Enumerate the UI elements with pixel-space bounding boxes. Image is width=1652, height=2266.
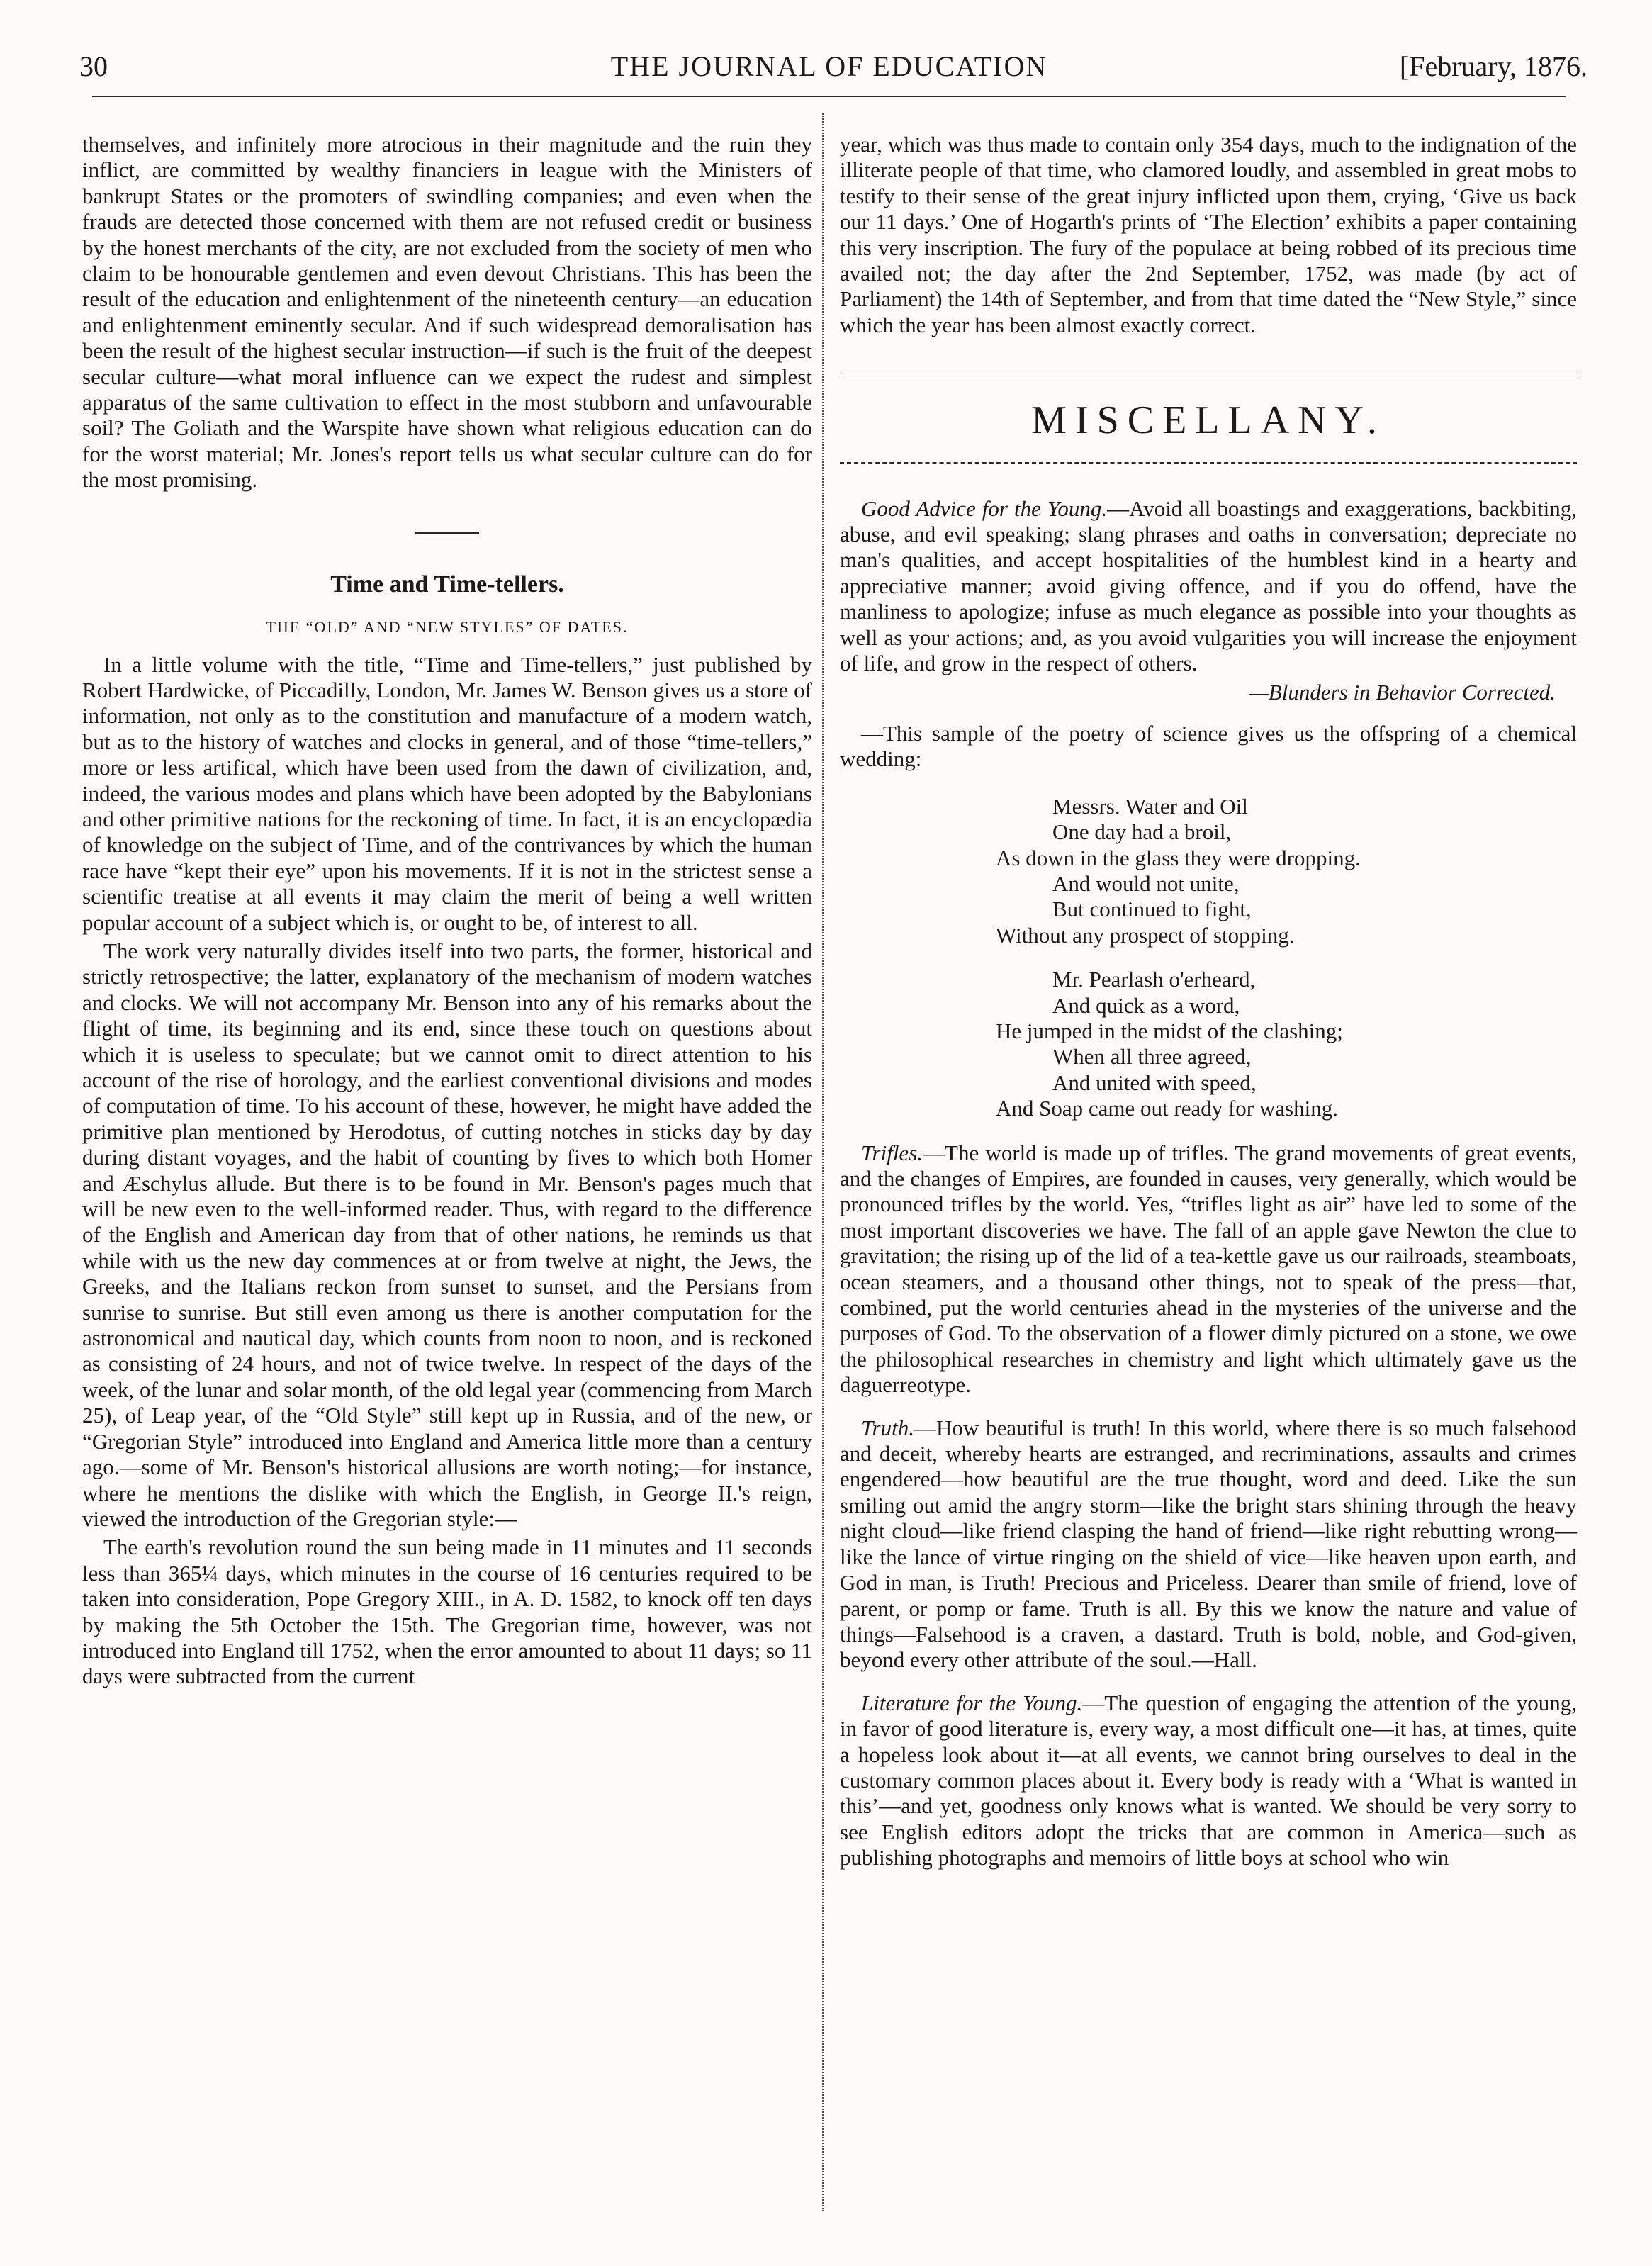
opening-paragraph: themselves, and infinitely more atrocious in their magnitude and the ruin they inflict, are committed by wealthy financiers in league with the Ministers of bankrupt States or the promoters of swindling companies; and even when the frauds are detected those concerned with them are not refused credit or business by the honest merchants of the city, are not excluded from the society of men who claim to be honourable gentlemen and even devout Christians. This has been the result of the education and enlightenment of the nineteenth century—an education and enlightenment eminently secular. And if such widespread demoralisation has been the result of the highest secular instruction—if such is the fruit of the deepest secular culture—what moral influence can we expect the rudest and simplest apparatus of the same cultivation to effect in the most stubborn and unfavourable soil? The Goliath and the Warspite have shown what religious education can do for the worst material; Mr. Jones's report tells us what secular culture can do for the most promising. xyxy=(82,132,812,493)
right-column xyxy=(840,132,1577,1874)
miscellany-title: MISCELLANY. xyxy=(1031,398,1386,443)
truth-paragraph xyxy=(840,1415,1577,1673)
poem-stanza xyxy=(996,794,1577,948)
running-head xyxy=(71,45,1588,88)
good-advice-text: —Avoid all boastings and exaggerations, backbiting, abuse, and evil speaking; slang phrases and oaths in conversation; depreciate no man's qualities, and accept hospitalities of the humblest kind in a hearty and appreciative manner; avoid giving offence, and if you do offend, have the manliness to apologize; infuse as much elegance as possible into your thoughts as well as your actions; and, as you avoid vulgarities you will increase the enjoyment of life, and grow in the respect of others. xyxy=(840,495,1577,676)
poem-line: He jumped in the midst of the clashing; xyxy=(996,1018,1343,1043)
paragraph-gap xyxy=(840,1676,1577,1690)
truth-text: —How beautiful is truth! In this world, where there is so much falsehood and deceit, whereby hearts are estranged, and recriminations, assaults and crimes engendered—how beautiful are the true thought, word and deed. Like the sun smiling out amid the angry storm—like the bright stars shining through the heavy night cloud—like friend clasping the hand of friend—like right rebutting wrong—like the lance of virtue ringing on the shield of vice—like heaven upon earth, and God in man, is Truth! Precious and Priceless. Dearer than smile of friend, love of parent, or pomp or fame. Truth is all. By this we know the nature and value of things—Falsehood is a craven, a dastard. Truth is bold, noble, and God-given, beyond every other attribute of the soul.—Hall. xyxy=(840,1415,1577,1673)
left-column xyxy=(82,132,812,1693)
poem-line: Messrs. Water and Oil xyxy=(1052,793,1248,819)
good-advice-lead: Good Advice for the Young. xyxy=(861,495,1108,521)
poem-line: One day had a broil, xyxy=(1052,819,1232,845)
article-paragraph: In a little volume with the title, “Time and Time-tellers,” just published by Robert Hardwicke, of Piccadilly, London, Mr. James W. Benson gives us a store of information, not only as to the constitution and manufacture of a modern watch, but as to the history of watches and clocks in general, and of those “time-tellers,” more or less artifical, which have been used from the dawn of civilization, and, indeed, the various modes and plans which have been adopted by the Babylonians and other primitive nations for the reckoning of time. In fact, it is an encyclopædia of knowledge on the subject of Time, and of the contrivances by which the human race have “kept their eye” upon his movements. If it is not in the strictest sense a scientific treatise at all events it may claim the merit of being a well written popular account of a subject which is, or ought to be, of interest to all. xyxy=(82,651,812,935)
article-paragraph: The work very naturally divides itself into two parts, the former, historical and strictly retrospective; the latter, explanatory of the mechanism of modern watches and clocks. We will not accompany Mr. Benson into any of his remarks about the flight of time, its beginning and its end, since these touch on questions about which it is useless to speculate; but we cannot omit to direct attention to his account of the rise of horology, and the earliest conventional divisions and modes of computation of time. To his account of these, however, he might have added the primitive plan mentioned by Herodotus, of cutting notches in sticks day by day during distant voyages, and the habit of counting by fives to which both Homer and Æschylus allude. But there is to be found in Mr. Benson's pages much that will be new even to the well-informed reader. Thus, with regard to the difference of the English and American day from that of other nations, he reminds us that while with us the new day commences at or from twelve at night, the Jews, the Greeks, and the Italians reckon from sunset to sunset, and the Persians from sunrise to sunrise. But still even among us there is another computation for the astronomical and nautical day, which counts from noon to noon, and is reckoned as consisting of 24 hours, and not of twice twelve. In respect of the days of the week, of the lunar and solar month, of the old legal year (commencing from March 25), of Leap year, of the “Old Style” still kept up in Russia, and of the new, or “Gregorian Style” introduced into England and America little more than a century ago.—some of Mr. Benson's historical allusions are worth noting;—for instance, where he mentions the dislike with which the English, in George II.'s reign, viewed the introduction of the Gregorian style:— xyxy=(82,938,812,1531)
literature-text: —The question of engaging the attention of the young, in favor of good literature is, every way, a most difficult one—it has, at times, quite a hopeless look about it—at all events, we cannot bring ourselves to deal in the customary common places about it. Every body is ready with a ‘What is wanted in this’—and yet, goodness only knows what is wanted. We should be very sorry to see English editors adopt the tricks that are common in America—such as publishing photographs and memoirs of little boys at school who win xyxy=(840,1690,1577,1870)
paragraph-gap xyxy=(840,1401,1577,1415)
article-paragraph: The earth's revolution round the sun being made in 11 minutes and 11 seconds less than 365¼ days, which minutes in the course of 16 centuries required to be taken into consideration, Pope Gregory XIII., in A. D. 1582, to knock off ten days by making the 5th October the 15th. The Gregorian time, however, was not introduced into England till 1752, when the error amounted to about 11 days; so 11 days were subtracted from the current xyxy=(82,1535,812,1689)
good-advice-attribution: —Blunders in Behavior Corrected. xyxy=(1249,679,1556,705)
poem-line: And quick as a word, xyxy=(1052,992,1240,1018)
poem-intro: —This sample of the poetry of science gives us the offspring of a chemical wedding: xyxy=(840,720,1577,772)
issue-date: [February, 1876. xyxy=(1399,50,1588,82)
continuation-paragraph: year, which was thus made to contain only 354 days, much to the indignation of the illiterate people of that time, who clamored loudly, and assembled in great mobs to testify to their sense of the great injury inflicted upon them, crying, ‘Give us back our 11 days.’ One of Hogarth's prints of ‘The Election’ exhibits a paper containing this very inscription. The fury of the populace at being robbed of its precious time availed not; the day after the 2nd September, 1752, was made (by act of Parliament) the 14th of September, and from that time dated the “New Style,” since which the year has been almost exactly correct. xyxy=(840,132,1577,337)
poem-line: Mr. Pearlash o'erheard, xyxy=(1052,967,1256,992)
poem-line: When all three agreed, xyxy=(1052,1044,1252,1070)
good-advice-paragraph xyxy=(840,496,1577,677)
article-subtitle: THE “OLD” AND “NEW STYLES” OF DATES. xyxy=(266,618,629,636)
miscellany-rule-bottom xyxy=(840,462,1577,464)
poem-line: And Soap came out ready for washing. xyxy=(996,1096,1338,1121)
page-number: 30 xyxy=(79,50,108,82)
poem-line: And would not unite, xyxy=(1052,870,1240,896)
poem-line: Without any prospect of stopping. xyxy=(996,922,1295,948)
poem-line: But continued to fight, xyxy=(1052,897,1252,922)
literature-lead: Literature for the Young. xyxy=(861,1690,1083,1715)
article-title: Time and Time-tellers. xyxy=(330,571,564,598)
trifles-paragraph xyxy=(840,1140,1577,1398)
poem-stanza xyxy=(996,967,1577,1121)
section-separator xyxy=(415,532,479,534)
poem-line: As down in the glass they were dropping. xyxy=(996,845,1361,870)
miscellany-rule-top xyxy=(840,374,1577,376)
header-rule xyxy=(92,96,1566,99)
poem xyxy=(996,794,1577,1122)
poem-line: And united with speed, xyxy=(1052,1070,1257,1095)
column-divider xyxy=(822,113,824,2211)
truth-lead: Truth. xyxy=(861,1415,914,1440)
trifles-text: —The world is made up of trifles. The grand movements of great events, and the changes of Empires, are founded in causes, very generally, which would be pronounced trifles by the world. Yes, “trifles light as air” have led to some of the most important discoveries we have. The fall of an apple gave Newton the clue to gravitation; the rising up of the lid of a tea-kettle gave us our railroads, steamboats, ocean steamers, and a thousand other things, not to speak of the press—that, combined, put the world centuries ahead in the mysteries of the universe and the purposes of God. To the observation of a flower dimly pictured on a stone, we owe the philosophical researches in chemistry and light which ultimately gave us the daguerreotype. xyxy=(840,1140,1577,1398)
literature-paragraph xyxy=(840,1690,1577,1871)
journal-title: THE JOURNAL OF EDUCATION xyxy=(610,50,1048,82)
trifles-lead: Trifles. xyxy=(861,1140,923,1165)
